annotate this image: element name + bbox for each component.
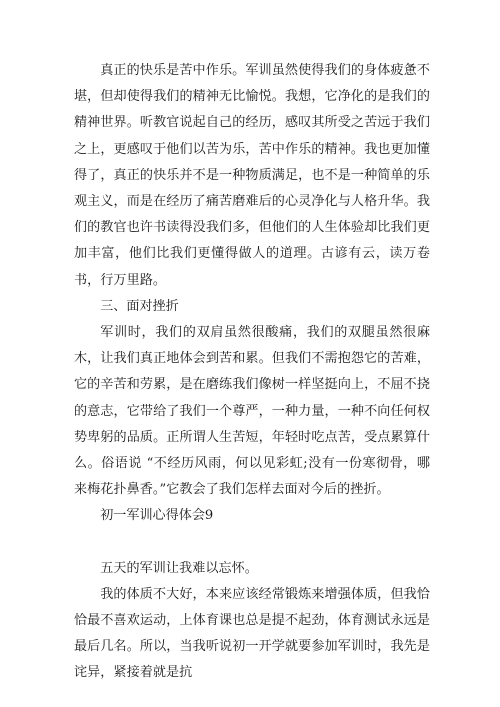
paragraph-true-happiness: 真正的快乐是苦中作乐。军训虽然使得我们的身体疲惫不堪，但却使得我们的精神无比愉悦。我想，它净化的是我们的精神世界。听教官说起自己的经历，感叹其所受之苦远于我们之上，更感叹于他们以苦为乐，苦中作乐的精神。我也更加懂得了，真正的快乐并不是一种物质满足，也不是一种简单的乐观主义，而是在经历了痛苦磨难后的心灵净化与人格升华。我们的教官也许书读得没我们多，但他们的人生体验却比我们更加丰富，他们比我们更懂得做人的道理。古谚有云，读万卷书，行万里路。 — [74, 63, 430, 288]
article-title: 初一军训心得体会9 — [100, 508, 214, 524]
blank-line — [74, 530, 430, 556]
paragraph-unforgettable: 五天的军训让我难以忘怀。 — [100, 560, 258, 576]
paragraph-face-setbacks: 军训时，我们的双肩虽然很酸痛，我们的双腿虽然很麻木，让我们真正地体会到苦和累。但我们不需抱怨它的苦难，它的辛苦和劳累，是在磨练我们像树一样坚挺向上，不屈不挠的意志，它带给了我们一个尊严，一种力量，一种不向任何权势卑躬的品质。正所谓人生苦短，年轻时吃点苦，受点累算什么。俗语说 “不经历风雨，何以见彩虹;没有一份寒彻骨，哪来梅花扑鼻香。”它教会了我们怎样去面对今后的挫折。 — [74, 325, 430, 498]
section-heading-face-setbacks: 三、面对挫折 — [100, 298, 179, 314]
document-page — [74, 58, 430, 687]
paragraph-physical-condition: 我的体质不大好，本来应该经常锻炼来增强体质，但我恰恰最不喜欢运动，上体育课也总是提不起劲，体育测试永远是最后几名。所以，当我听说初一开学就要参加军训时，我先是诧异，紧接着就是抗 — [74, 586, 430, 681]
